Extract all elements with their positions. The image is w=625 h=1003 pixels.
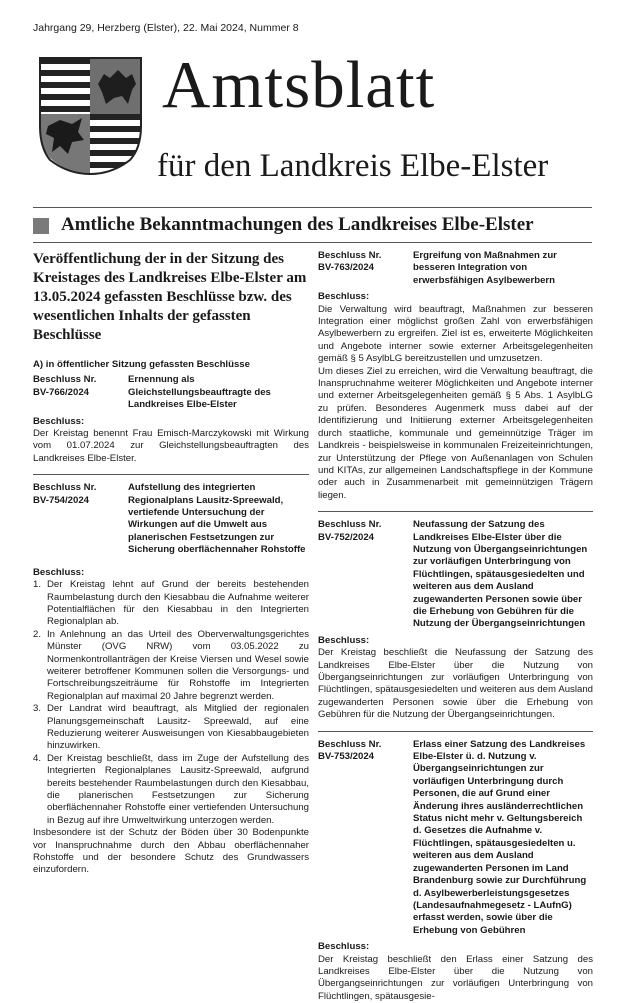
decision-number: Beschluss Nr. BV-754/2024 xyxy=(33,482,97,506)
decision-header xyxy=(33,482,309,556)
beschluss-label: Beschluss: xyxy=(33,566,85,578)
left-column xyxy=(33,250,309,877)
divider xyxy=(318,731,593,732)
decision-text: Der Kreistag beschließt den Erlass einer Satzung des Landkreises Elbe-Elster über die Nutzung von Übergangseinrichtungen zur vorläufigen Unterbringung von Flüchtlingen, spätausgesie- xyxy=(318,953,593,1002)
header-divider xyxy=(33,207,592,208)
decision-list xyxy=(33,579,309,827)
decision-header xyxy=(33,374,309,411)
divider xyxy=(318,511,593,512)
public-session-heading: A) in öffentlicher Sitzung gefassten Beschlüsse xyxy=(33,359,250,370)
decision-text: Um dieses Ziel zu erreichen, wird die Verwaltung beauftragt, die Inanspruchnahme weiterer Möglichkeiten und Angebote interner und externer Arbeitsgelegenheiten gemäß § 5 Abs. 1 AsylbLG zu prüfen. Besonderes Augenmerk muss dabei auf der Identifizierung und Initiierung externer Arbeitsgelegenheiten durch staatliche, kommunale und gemeinnützige Träger im Landkreis - beispielsweise in kommunalen Freizeiteinrichtungen, zur Unterstützung der Pflege von Außenanlagen von Schulen und KITAs, zur allgemeinen Landschaftspflege in der Kommune oder auch in Zusammenarbeit mit gemeinnützigen Trägern liegen. xyxy=(318,365,593,501)
decision-header xyxy=(318,250,593,287)
section-title: Amtliche Bekanntmachungen des Landkreises Elbe-Elster xyxy=(61,214,534,235)
decision-title: Neufassung der Satzung des Landkreises Elbe-Elster über die Nutzung von Übergangseinrichtungen zur vorläufigen Unterbringung von Flüchtlingen, spätausgesiedelten und weiteren aus dem Ausland zugewanderten Personen sowie über die Erhebung von Gebühren für die Nutzung der Übergangseinrichtungen xyxy=(413,519,588,630)
beschluss-label: Beschluss: xyxy=(318,941,370,953)
decision-closing-text: Insbesondere ist der Schutz der Böden über 30 Bodenpunkte vor Inanspruchnahme durch den Abbau oberflächennaher Rohstoffe und der besondere Schutz des Grundwassers einzufordern. xyxy=(33,827,309,876)
right-column xyxy=(318,250,593,1003)
list-item: 1. Der Kreistag lehnt auf Grund der bereits bestehenden Raumbelastung durch den Kiesabbau die Aufnahme weiterer Potentialflächen für den Kiesabbau in den Integrierten Regionalplan ab. xyxy=(33,579,309,628)
decision-text: Der Kreistag beschließt die Neufassung der Satzung des Landkreises Elbe-Elster über die Nutzung von Übergangseinrichtungen zur vorläufigen Unterbringung von Flüchtlingen, spätausgesiedelten und weiteren aus dem Ausland zugewanderten Personen sowie über die Erhebung von Gebühren für die Nutzung der Übergangseinrichtungen. xyxy=(318,647,593,721)
decision-number: Beschluss Nr. BV-766/2024 xyxy=(33,374,97,398)
decision-number: Beschluss Nr. BV-753/2024 xyxy=(318,738,382,763)
issue-line: Jahrgang 29, Herzberg (Elster), 22. Mai 2024, Nummer 8 xyxy=(33,22,299,34)
decision-text: Die Verwaltung wird beauftragt, Maßnahmen zur besseren Integration einer möglichst großen Zahl von erwerbsfähigen Asylbewerbern zu ergreifen. Ziel ist es, erweiterte Möglichkeiten und Angebote interner sowie externer Arbeitsgelegenheiten gemäß § 5 AsylbLG bereitzustellen und umzusetzen. xyxy=(318,303,593,365)
page-title: Amtsblatt xyxy=(162,48,436,122)
list-item: 3. Der Landrat wird beauftragt, als Mitglied der regionalen Planungsgemeinschaft Lausitz- Spreewald, auf eine Reduzierung weiterer Ausweisungen von Kiesabbaugebieten hinzuwirken. xyxy=(33,703,309,752)
beschluss-label: Beschluss: xyxy=(318,291,370,303)
divider xyxy=(33,474,309,475)
beschluss-label: Beschluss: xyxy=(33,415,85,427)
decision-title: Ernennung als Gleichstellungsbeauftragte des Landkreises Elbe-Elster xyxy=(128,374,271,411)
page-subtitle: für den Landkreis Elbe-Elster xyxy=(157,148,549,184)
list-item: 4. Der Kreistag beschließt, dass im Zuge der Aufstellung des Integrierten Regionalplanes Lausitz-Spreewald, aufgrund bereits bestehender Raumbelastungen durch den Kiesabbau, die planerischen Festsetzungen zur Sicherung oberflächennaher Rohstoffe einer vertiefenden Untersuchung in Bezug auf ihre Umweltwirkung unterzogen werden. xyxy=(33,752,309,826)
decision-number: Beschluss Nr. BV-752/2024 xyxy=(318,519,382,543)
decision-header xyxy=(318,519,593,631)
list-item: 2. In Anlehnung an das Urteil des Oberverwaltungsgerichtes Münster (OVG NRW) vom 03.05.2022 zu Normenkontrollanträgen der Kreise Viersen und Wesel sowie weiterer betroffener Kommunen sollen die Versorgungs- und Fortschreibungszeiträume für Rohstoffe im Integrierten Regionalplan auf maximal 20 Jahre begrenzt werden. xyxy=(33,628,309,702)
decision-text: Der Kreistag benennt Frau Emisch-Marczykowski mit Wirkung vom 01.07.2024 zur Gleichstellungsbeauftragten des Landkreises Elbe-Elster. xyxy=(33,428,309,464)
decision-number: Beschluss Nr. BV-763/2024 xyxy=(318,250,382,274)
decision-title: Aufstellung des integrierten Regionalplans Lausitz-Spreewald, vertiefende Untersuchung der Wirkungen auf die Umwelt aus planerischen Festsetzungen zur Sicherung oberflächennaher Rohstoffe xyxy=(128,482,306,556)
section-divider xyxy=(33,242,592,243)
decision-title: Ergreifung von Maßnahmen zur besseren Integration von erwerbsfähigen Asylbewerbern xyxy=(413,250,557,286)
decision-header xyxy=(318,739,593,938)
article-headline: Veröffentlichung der in der Sitzung des Kreistages des Landkreises Elbe-Elster am 13.05.2024 gefassten Beschlüsse bzw. des wesentlichen Inhalts der gefassten Beschlüsse xyxy=(33,251,307,343)
section-marker xyxy=(33,218,49,234)
coat-of-arms-icon xyxy=(38,56,143,176)
decision-title: Erlass einer Satzung des Landkreises Elbe-Elster ü. d. Nutzung v. Übergangseinrichtungen zur vorläufigen Unterbringung durch Personen, die auf Grund einer Änderung ihres ausländerrechtlichen Status nicht mehr v. Geltungsbereich d. Gesetzes die Aufnahme v. Flüchtlingen, spätausgesiedelten u. weiteren aus dem Ausland zugewanderten Personen im Land Brandenburg sowie zur Durchführung d. Asylbewerberleistungsgesetzes (Landesaufnahmegesetz - LAufnG) erfasst werden, sowie über die Erhebung von Gebühren xyxy=(413,738,587,936)
beschluss-label: Beschluss: xyxy=(318,634,370,646)
